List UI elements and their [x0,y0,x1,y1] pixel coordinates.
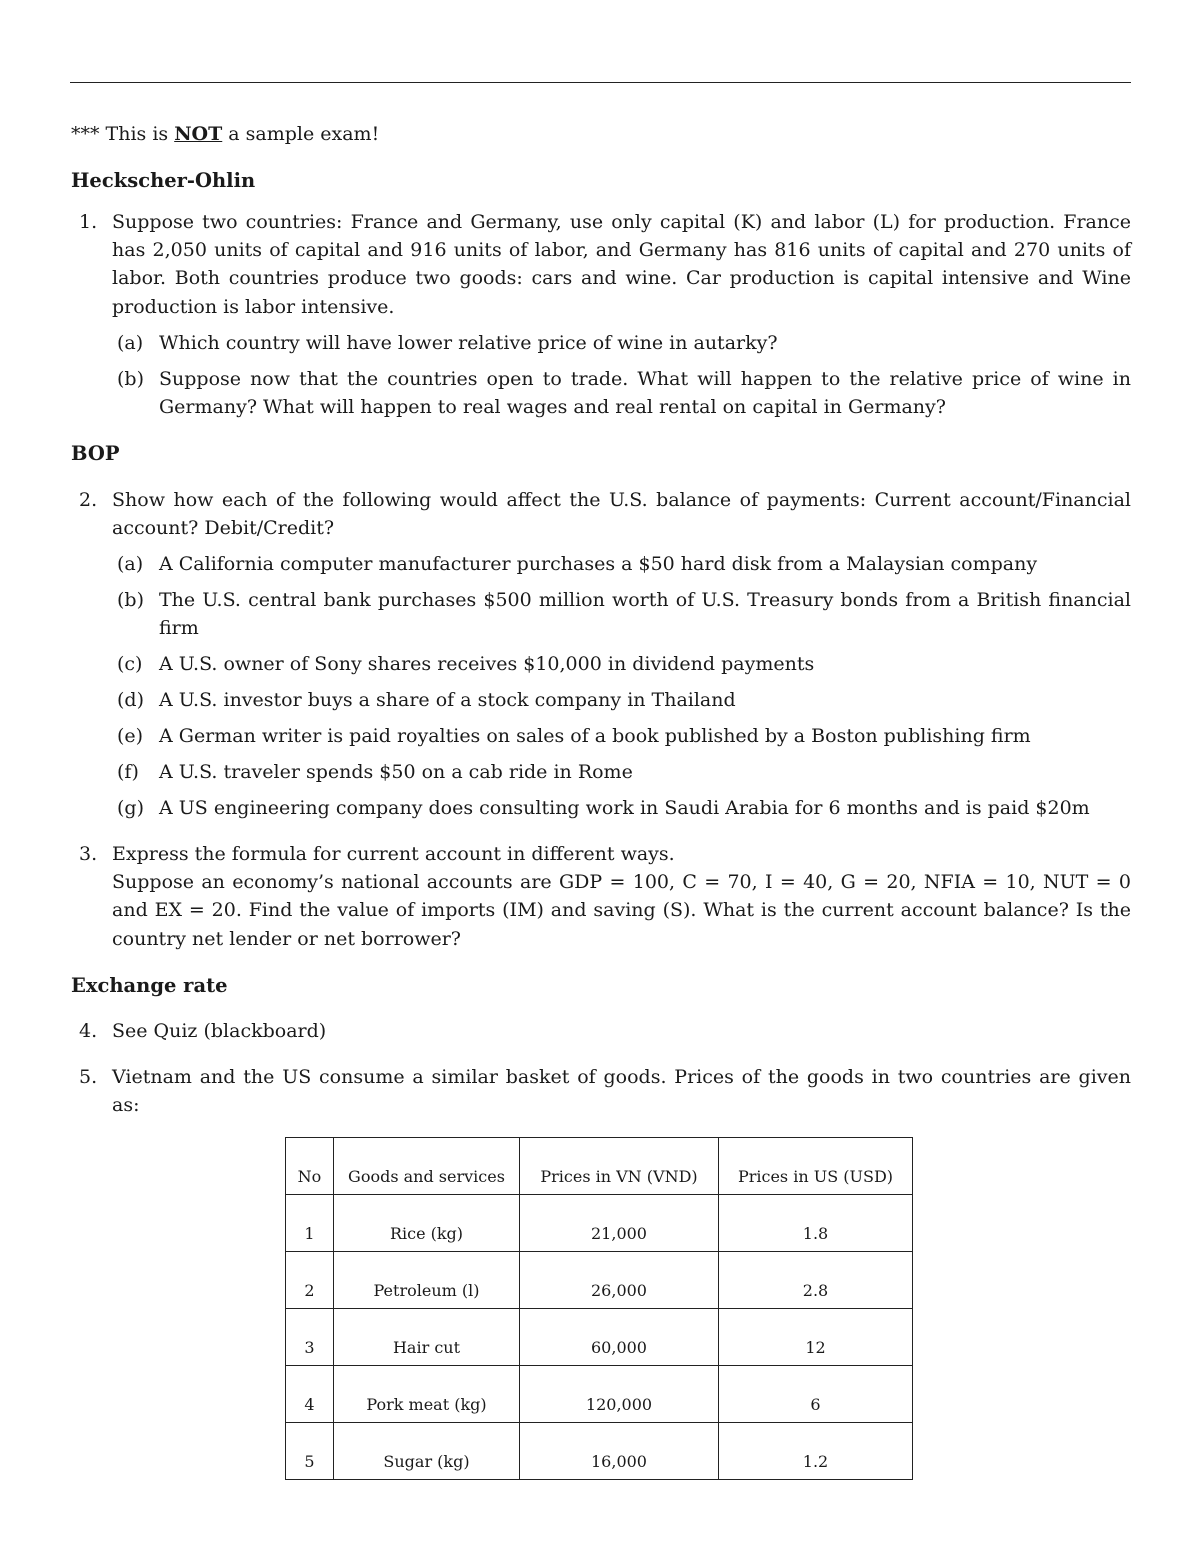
question-number: 4. [79,1020,98,1042]
not-emphasis: NOT [174,123,223,145]
table-row [286,1366,913,1423]
sub-question [112,550,1131,578]
question-number: 3. [79,843,98,865]
question-3 [79,840,1131,953]
sub-question [112,586,1131,642]
sub-question [112,722,1131,750]
header-goods: Goods and services [334,1138,520,1195]
cell-no: 1 [286,1195,334,1252]
cell-goods: Pork meat (kg) [334,1366,520,1423]
sub-text: A California computer manufacturer purchases a $50 hard disk from a Malaysian company [159,553,1038,576]
cell-price-vn: 60,000 [520,1309,719,1366]
sub-question [112,794,1131,822]
sub-question [112,758,1131,786]
sub-text: A U.S. traveler spends $50 on a cab ride in Rome [159,761,633,784]
section-exchange-rate: Exchange rate [71,974,228,997]
table-row [286,1423,913,1480]
question-number: 5. [79,1066,98,1088]
sub-label: (f) [117,761,139,784]
sub-question [112,650,1131,678]
question-text: Express the formula for current account in different ways. [112,843,675,865]
cell-price-us: 6 [719,1366,913,1423]
sub-label: (a) [117,331,144,354]
table-header-row [286,1138,913,1195]
cell-goods: Hair cut [334,1309,520,1366]
sub-label: (b) [117,367,144,390]
section-bop: BOP [71,442,120,465]
cell-price-vn: 16,000 [520,1423,719,1480]
cell-price-us: 1.8 [719,1195,913,1252]
top-rule [70,82,1131,83]
sub-text: A German writer is paid royalties on sales of a book published by a Boston publishing firm [159,725,1031,748]
sub-question [112,329,1131,357]
question-4 [79,1017,1131,1045]
cell-price-vn: 26,000 [520,1252,719,1309]
question-5 [79,1063,1131,1119]
question-text: Suppose an economy’s national accounts are GDP = 100, C = 70, I = 40, G = 20, NFIA = 10, NUT = 0 and EX = 20. Find the value of imports (IM) and saving (S). What is the current account balance? Is the country net lender or net borrower? [112,871,1131,950]
question-text: Vietnam and the US consume a similar basket of goods. Prices of the goods in two countries are given as: [112,1066,1131,1117]
question-1 [79,208,1131,421]
cell-price-vn: 21,000 [520,1195,719,1252]
table-row [286,1309,913,1366]
cell-price-us: 1.2 [719,1423,913,1480]
cell-price-us: 2.8 [719,1252,913,1309]
sub-text: A U.S. owner of Sony shares receives $10,000 in dividend payments [159,653,815,676]
sub-label: (a) [117,553,144,576]
sub-label: (c) [117,653,143,676]
header-no: No [286,1138,334,1195]
cell-goods: Sugar (kg) [334,1423,520,1480]
cell-price-vn: 120,000 [520,1366,719,1423]
question-text: Show how each of the following would affect the U.S. balance of payments: Current account/Financial account? Debit/Credit? [112,489,1131,540]
cell-price-us: 12 [719,1309,913,1366]
sub-label: (g) [117,797,144,820]
sub-question [112,686,1131,714]
cell-no: 3 [286,1309,334,1366]
question-2 [79,486,1131,822]
question-text: Suppose two countries: France and Germany, use only capital (K) and labor (L) for production. France has 2,050 units of capital and 916 units of labor, and Germany has 816 units of capital and 270 units of labor. Both countries produce two goods: cars and wine. Car production is capital intensive and Wine production is labor intensive. [112,211,1131,318]
question-text: See Quiz (blackboard) [112,1020,327,1042]
question-number: 1. [79,211,98,233]
sub-text: A U.S. investor buys a share of a stock company in Thailand [159,689,736,712]
sub-question [112,365,1131,421]
question-number: 2. [79,489,98,511]
table-row [286,1252,913,1309]
sub-label: (d) [117,689,144,712]
price-table [285,1137,913,1480]
sub-label: (e) [117,725,144,748]
sub-text: Suppose now that the countries open to trade. What will happen to the relative price of wine in Germany? What will happen to real wages and real rental on capital in Germany? [159,367,1131,418]
cell-no: 5 [286,1423,334,1480]
header-price-us: Prices in US (USD) [719,1138,913,1195]
section-heckscher-ohlin: Heckscher-Ohlin [71,169,256,192]
cell-no: 4 [286,1366,334,1423]
cell-goods: Rice (kg) [334,1195,520,1252]
sub-text: A US engineering company does consulting work in Saudi Arabia for 6 months and is paid $20m [159,797,1090,820]
cell-no: 2 [286,1252,334,1309]
sub-text: Which country will have lower relative price of wine in autarky? [159,331,778,354]
header-price-vn: Prices in VN (VND) [520,1138,719,1195]
cell-goods: Petroleum (l) [334,1252,520,1309]
sub-text: The U.S. central bank purchases $500 million worth of U.S. Treasury bonds from a British financial firm [159,589,1131,640]
sub-label: (b) [117,589,144,612]
table-row [286,1195,913,1252]
exam-note: *** This is NOT a sample exam! [71,123,380,145]
